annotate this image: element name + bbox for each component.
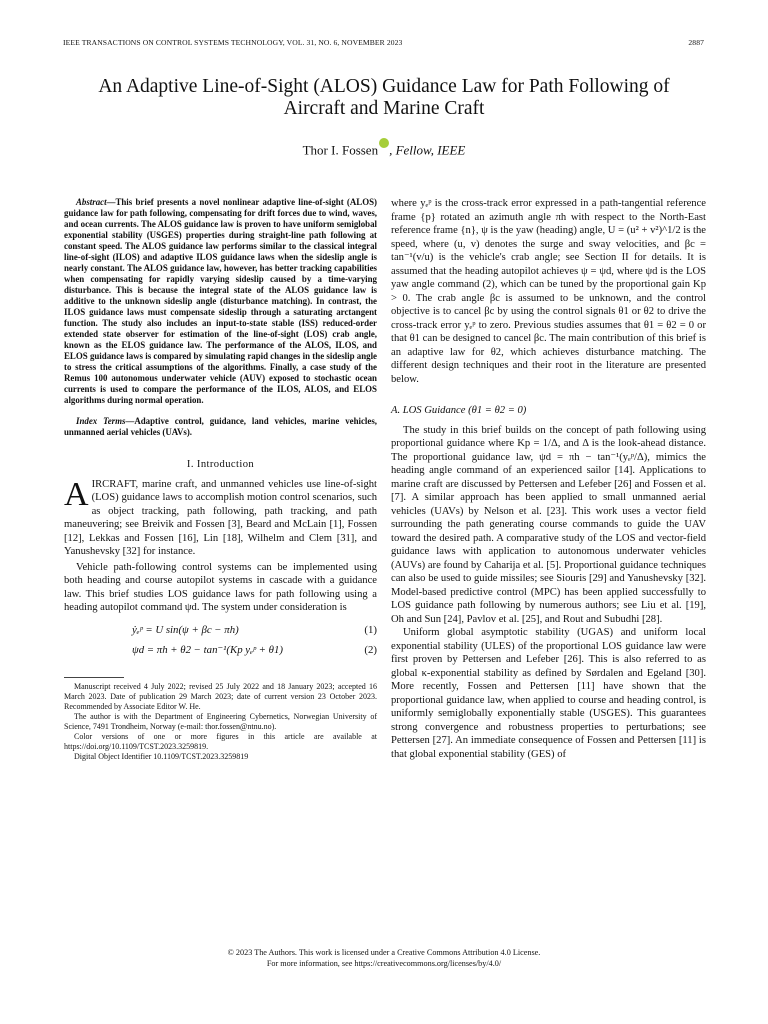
footnotes — [64, 682, 377, 762]
footnote-author-affiliation: The author is with the Department of Engineering Cybernetics, Norwegian University of Science, 7491 Trondheim, Norway (e-mail: thor.fossen@ntnu.no). — [64, 711, 377, 731]
subsection-heading-los-guidance: A. LOS Guidance (θ1 = θ2 = 0) — [391, 405, 527, 416]
license-notice — [0, 947, 768, 969]
abstract-label: Abstract— — [76, 197, 116, 207]
index-terms — [64, 416, 377, 438]
drop-cap: A — [64, 475, 89, 513]
author-name: Thor I. Fossen — [302, 142, 379, 158]
abstract — [64, 197, 377, 406]
right-paragraph-3: Uniform global asymptotic stability (UGAS) and uniform local exponential stability (ULES) of the proportional LOS guidance law were first proven by Pettersen and Lefeber [26]. This is also referred to as global κ-exponential stability as defined by Sørdalen and Egeland [30]. More recently, Fossen and Pettersen [11] have shown that the proportional guidance law, when applied to course and heading control, is uniformly semiglobally exponentially stable (USGES). This guarantees strong convergence and robustness properties to perturbations; see Pettersen [27]. An immediate consequence of Fossen and Pettersen [11] is that global exponential stability (GES) of — [391, 627, 706, 760]
equation-1-body: ẏₑᵖ = U sin(ψ + βc − πh) — [132, 623, 239, 636]
author-affiliation: , Fellow, IEEE — [389, 142, 466, 158]
footnote-doi: Digital Object Identifier 10.1109/TCST.2023.3259819 — [74, 751, 249, 761]
abstract-text: This brief presents a novel nonlinear adaptive line-of-sight (ALOS) guidance law for path following, compensating for drift forces due to wind, waves, and ocean currents. The ALOS guidance law is proven to have uniform semiglobal exponential stability (USGES) properties during straight-line path following at constant speed. The ALOS guidance law performs similar to the classical integral line-of-sight (ILOS) and adaptive ILOS guidance laws when the sideslip angle is nearly constant. The ALOS guidance law, however, has better tracking capabilities when compensating for rapidly varying sideslip caused by a time-varying disturbance. This is because the integral state of the ALOS guidance law is additive to the unknown sideslip angle (disturbance matching). In contrast, the ILOS guidance laws must compensate sideslip through a saturating arctangent function. The study also includes an input-to-state stable (ISS) reduced-order extended state observer for estimation of the line-of-sight (LOS) crab angle, known as the ELOS guidance law. The performance of the ALOS, ILOS, and ELOS guidance laws is compared by simulating rapid changes in the sideslip angle to stress the critical assumptions of the algorithms. Finally, a case study of the Remus 100 autonomous underwater vehicle (AUV) exposed to stochastic ocean currents is used to compare the performance of the ILOS, ALOS, and ELOS algorithms during normal operation. — [64, 197, 377, 405]
equation-1 — [64, 621, 377, 641]
license-line-2[interactable]: For more information, see https://creativecommons.org/licenses/by/4.0/ — [266, 959, 502, 968]
author-line — [0, 139, 768, 158]
left-column — [64, 197, 377, 762]
intro-paragraph-2: Vehicle path-following control systems can be implemented using both heading and course autopilot systems in cascade with a guidance law. This brief studies LOS guidance laws for path following using a heading autopilot command ψd. The system under consideration is — [64, 561, 377, 613]
page-number: 2887 — [688, 38, 704, 47]
right-column — [391, 197, 706, 761]
paper-title: An Adaptive Line-of-Sight (ALOS) Guidance Law for Path Following of Aircraft and Marine Craft — [98, 76, 670, 119]
index-terms-label: Index Terms— — [76, 416, 135, 426]
section-heading-introduction: I. Introduction — [186, 459, 255, 470]
journal-header: IEEE TRANSACTIONS ON CONTROL SYSTEMS TECHNOLOGY, VOL. 31, NO. 6, NOVEMBER 2023 — [63, 38, 403, 47]
orcid-icon[interactable] — [379, 138, 389, 148]
footnote-color-versions: Color versions of one or more figures in this article are available at https://doi.org/10.1109/TCST.2023.3259819. — [64, 731, 377, 751]
equation-2-body: ψd = πh + θ2 − tan⁻¹(Kp yₑᵖ + θ1) — [132, 643, 283, 656]
equation-1-number: (1) — [364, 623, 377, 636]
intro-paragraph-1 — [64, 475, 377, 559]
index-terms-text: Adaptive control, guidance, land vehicles, marine vehicles, unmanned aerial vehicles (UAVs). — [64, 416, 378, 437]
footnote-divider — [64, 677, 124, 678]
equation-2-number: (2) — [364, 643, 377, 656]
intro-paragraph-1-text: IRCRAFT, marine craft, and unmanned vehicles use line-of-sight (LOS) guidance laws to accomplish motion control scenarios, such as object tracking, path following, path tracking, and path maneuvering; see Breivik and Fossen [3], Beard and McLain [1], Fossen [12], Lekkas and Fossen [16], Lin [18], Wilhelm and Clem [31], and Yanushevsky [32] for instance. — [64, 478, 377, 557]
equation-2 — [64, 641, 377, 661]
right-paragraph-2: The study in this brief builds on the concept of path following using proportional guidance where Kp = 1/Δ, and Δ is the look-ahead distance. The proportional guidance law, ψd = πh − tan⁻¹(yₑᵖ/Δ), mimics the heading angle command of an experienced sailor [14]. Applications to marine craft are discussed by Pettersen and Lefeber [26] and Fossen et al. [7]. A similar approach has been applied to small unmanned aerial vehicles (UAVs) by Nelson et al. [23]. This work uses a vector field surrounding the path generating course commands to guide the UAV toward the desired path. A comparative study of the LOS and vector-field guidance laws with application to autonomous underwater vehicles (AUVs) are found by Caharija et al. [5]. Proportional guidance techniques can also be used to guide missiles; see Siouris [29] and Yanushevsky [32]. Model-based predictive control (MPC) has been applied successfully to LOS guidance path following by numerous authors; see Liu et al. [19], Oh and Sun [24], Pavlov et al. [25], and Rout and Subudhi [28]. — [391, 424, 706, 625]
right-paragraph-1: where yₑᵖ is the cross-track error expressed in a path-tangential reference frame {p} rotated an azimuth angle πh with respect to the North-East reference frame {n}, ψ is the yaw (heading) angle, U = (u² + v²)^1/2 is the speed, where (u, v) denotes the surge and sway velocities, and βc = tan⁻¹(v/u) is the vehicle's crab angle; see Section II for details. It is assumed that the heading autopilot achieves ψ = ψd, where ψd is the LOS yaw angle command (2), which can be tuned by the proportional gain Kp > 0. The crab angle βc is assumed to be unknown, and the control objective is to cancel βc by using the control signals θ1 or θ2 to drive the cross-track error yₑᵖ to zero. Previous studies assumes that θ1 = θ2 = 0 or that θ1 can be designed to cancel βc. The main contribution of this brief is an adaptive law for θ2, which achieves disturbance matching. The different design techniques and their root in the literature are presented below. — [391, 198, 706, 385]
license-line-1: © 2023 The Authors. This work is licensed under a Creative Commons Attribution 4.0 License. — [227, 948, 541, 957]
footnote-manuscript: Manuscript received 4 July 2022; revised 25 July 2022 and 18 January 2023; accepted 16 March 2023. Date of publication 29 March 2023; date of current version 23 October 2023. Recommended by Associate Editor W. He. — [64, 681, 377, 711]
